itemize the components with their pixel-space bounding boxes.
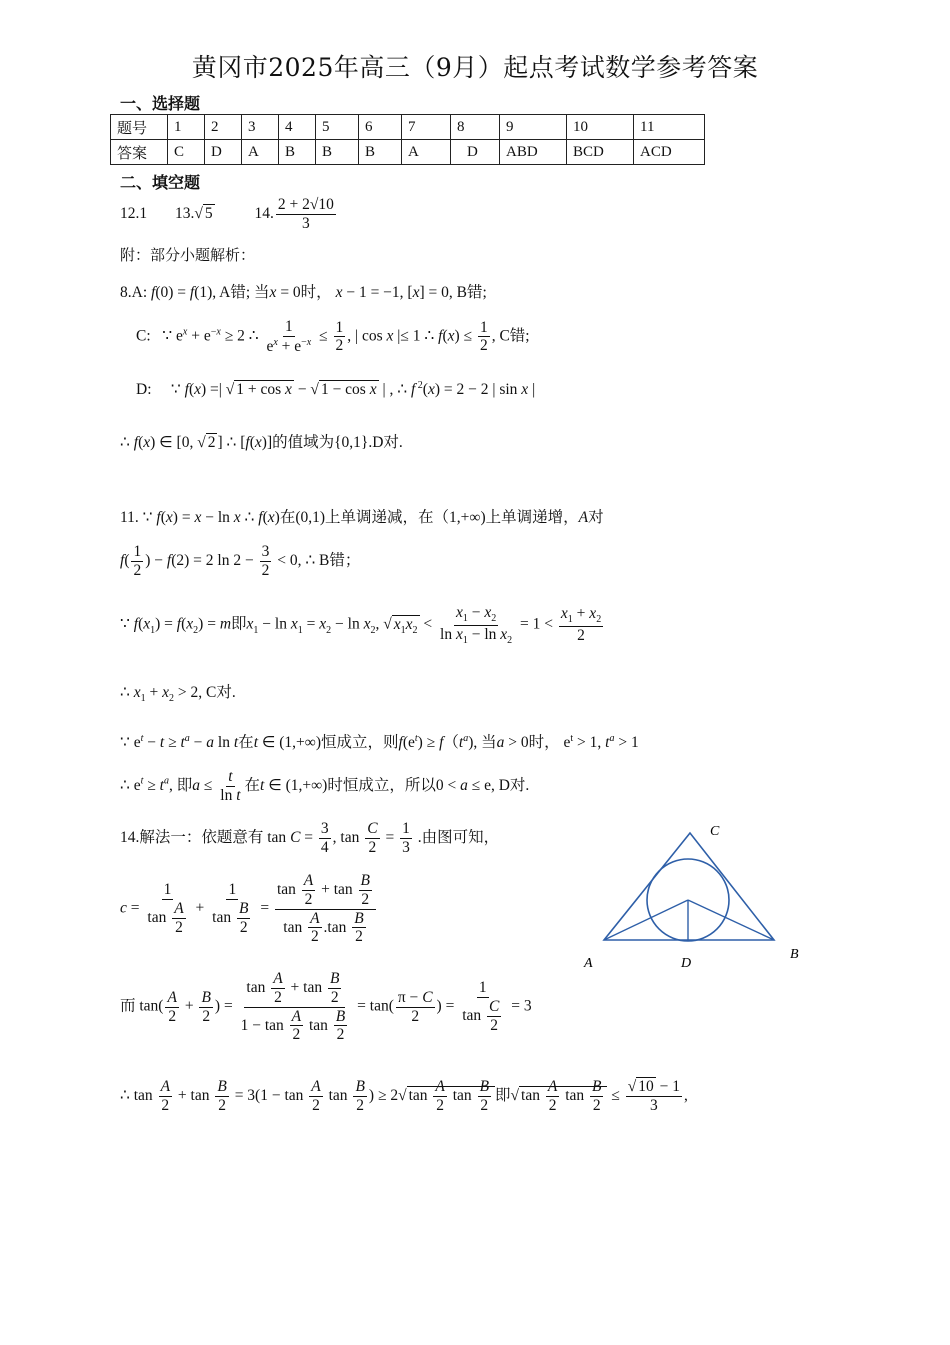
table-cell: 8 [451, 115, 500, 140]
table-cell: 7 [402, 115, 451, 140]
fill-q14-den: 3 [302, 214, 310, 232]
sol11-line1: 11. ∵ f(x) = x − ln x ∴ f(x)在(0,1)上单调递减，在（1,+∞)上单调递增，A对 [120, 509, 604, 526]
table-cell: 2 [205, 115, 242, 140]
note: 附：部分小题解析： [120, 248, 256, 264]
sol8-conclusion: ∴ f(x) ∈ [0, √ 2 ] ∴ [f(x)]的值域为{0,1}.D对. [120, 434, 403, 451]
table-cell: 1 [168, 115, 205, 140]
sol11-line4: ∴ $x_1 + x_2 > 2$, C对. [120, 684, 236, 705]
sol8-line-d: D: ∵ f(x) =| √ 1 + cos x − √ 1 − cos x | , ∴ f $^2$(x) = 2 − 2 | sin x | [136, 380, 536, 399]
sol14-line4: ∴ tan $\frac{A}{2}$ + tan $\frac{B}{2}$ = 3(1 − tan $\frac{A}{2}$ tan $\frac{B}{2}$ ) ≥ 2√ tan $\frac{A}{2}$ tan $\frac{B}{2}$ 即√ tan $\frac{A}{2}$ tan $\frac{B}{2}$ ≤ $\frac{√ 10 - 1}{3}$ , [120, 1078, 688, 1114]
row-header-numbers: 题号 [111, 115, 168, 140]
table-cell: ABD [500, 140, 567, 165]
fill-q14-fraction [276, 196, 336, 233]
table-cell: 9 [500, 115, 567, 140]
fill-q14-label: 14. [254, 204, 274, 222]
table-cell: A [242, 140, 279, 165]
label-d: D [681, 956, 692, 971]
table-cell: A [402, 140, 451, 165]
table-cell: C [168, 140, 205, 165]
label-b: B [790, 947, 799, 962]
row-header-answers: 答案 [111, 140, 168, 165]
fill-q14-num: 2 + 2√10 [277, 196, 334, 213]
fill-answers: 12.1 13.√ 5 14. $\frac{2 + 2√10}{3}$ [120, 196, 334, 232]
sol14-line3: 而 tan( $\frac{A}{2}$ + $\frac{B}{2}$ ) = tan $\frac{A}{2}$ + tan $\frac{B}{2}$ 1 − tan $\frac{A}{2}$ tan $\frac{B}{2}$ = tan( $\frac{\pi - C}{2}$ ) = 1 tan $\frac{C}{2}$ = 3 [120, 970, 532, 1044]
table-cell: 6 [359, 115, 402, 140]
table-cell: B [316, 140, 359, 165]
sol14-line1: 14.解法一：依题意有 tan C = $\frac{3}{4}$ , tan $\frac{C}{2}$ = $\frac{1}{3}$ .由图可知， [120, 820, 500, 856]
table-cell: 3 [242, 115, 279, 140]
section-choice: 一、选择题 [120, 94, 201, 113]
answer-table [110, 114, 705, 165]
table-cell: D [205, 140, 242, 165]
table-row-answers [111, 140, 705, 165]
table-cell: B [279, 140, 316, 165]
sol11-line5: ∵ $e^t - t \ge t^a - a$ ln t在t ∈ (1,+∞)恒成立，则$f(e^t) \ge f(t^a)$, 当a > 0时， $e^t > 1$, $t^a > 1$ [120, 732, 639, 751]
table-row-numbers [111, 115, 705, 140]
table-cell: 10 [567, 115, 634, 140]
section-fill: 二、填空题 [120, 173, 201, 192]
page-title: 黄冈市2025年高三（9月）起点考试数学参考答案 [191, 53, 759, 82]
fill-q12: 12.1 [120, 204, 148, 222]
label-c: C [710, 824, 720, 839]
table-cell: ACD [634, 140, 705, 165]
fill-q13-label: 13. [175, 204, 195, 222]
sol8-line1: 8.A: f(0) = f(1), A错; 当x = 0时， x − 1 = −1, [x] = 0, B错; [120, 284, 487, 301]
segment-to-a [604, 900, 688, 940]
table-cell: B [359, 140, 402, 165]
sol14-line2: c = 1 tan $\frac{A}{2}$ + 1 tan $\frac{B}{2}$ = tan $\frac{A}{2}$ + tan $\frac{B}{2}$ tan $\frac{A}{2}$ .tan $\frac{B}{2}$ [120, 872, 378, 946]
table-cell: BCD [567, 140, 634, 165]
table-cell: 4 [279, 115, 316, 140]
sol8-line-c: C: ∵ $e^x + e^{-x} \ge 2$ ∴ $\frac{1}{e^x + e^{-x}}$ ≤ $\frac{1}{2}$ , | cos x |≤ 1 ∴ f(x) ≤ $\frac{1}{2}$ , C错; [136, 318, 530, 355]
segment-to-b [688, 900, 774, 940]
label-a: A [584, 956, 593, 971]
fill-q13-value: 5 [204, 204, 213, 222]
sol11-line3: ∵ $f(x_1) = f(x_2) = m$即$x_1 - \ln x_1 = x_2 - \ln x_2$, √ $x_1x_2$ < $\frac{x_1 - x_2}{\ln x_1 - \ln x_2}$ = 1 < $\frac{x_1 + x_2}{2}$ [120, 604, 602, 646]
table-cell: 5 [316, 115, 359, 140]
sol11-line2: f( $\frac{1}{2}$ ) − f(2) = 2 ln 2 − $\frac{3}{2}$ < 0, ∴ B错； [120, 543, 361, 579]
sol11-line6: ∴ $e^t \ge t^a$, 即a ≤ $\frac{t}{\text{ln t}}$ 在t ∈ (1,+∞)时恒成立，所以0 < a ≤ e, D对. [120, 768, 530, 804]
triangle-incircle-diagram [580, 815, 810, 975]
triangle-abc [604, 833, 774, 940]
table-cell: 11 [634, 115, 705, 140]
table-cell: D [451, 140, 500, 165]
